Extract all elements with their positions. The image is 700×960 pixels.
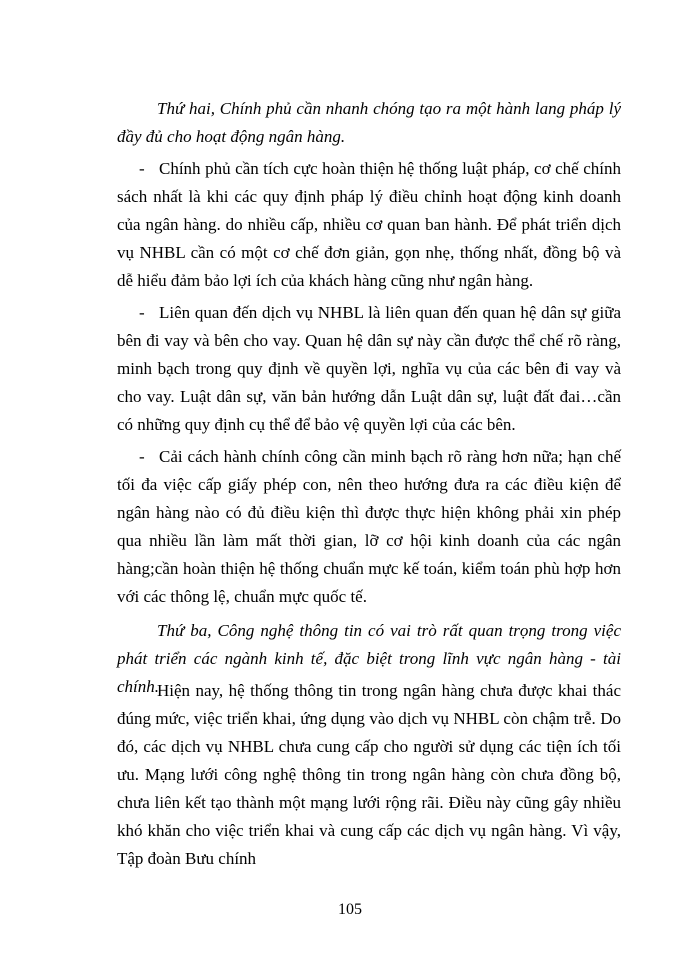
bullet-paragraph-civil-relations	[117, 299, 621, 439]
bullet-paragraph-admin-reform	[117, 443, 621, 611]
paragraph-text: Liên quan đến dịch vụ NHBL là liên quan đến quan hệ dân sự giữa bên đi vay và bên cho vay. Quan hệ dân sự này cần được thể chế rõ ràng, minh bạch trong quy định về quyền lợi, nghĩa vụ của các bên đi vay và cho vay. Luật dân sự, văn bản hướng dẫn Luật dân sự, luật đất đai…cần có những quy định cụ thể để bảo vệ quyền lợi của các bên.	[117, 303, 621, 434]
body-paragraph-information-technology	[117, 677, 621, 873]
paragraph-text: Cải cách hành chính công cần minh bạch rõ ràng hơn nữa; hạn chế tối đa việc cấp giấy phép con, nên theo hướng đưa ra các điều kiện để ngân hàng nào có đủ điều kiện thì được thực hiện không phải xin phép qua nhiều lần làm mất thời gian, lỡ cơ hội kinh doanh của các ngân hàng;cần hoàn thiện hệ thống chuẩn mực kế toán, kiểm toán phù hợp hơn với các thông lệ, chuẩn mực quốc tế.	[117, 447, 621, 606]
page-number: 105	[338, 901, 362, 918]
bullet-dash: -	[139, 159, 145, 178]
heading-second-point	[117, 95, 621, 151]
paragraph-text: Chính phủ cần tích cực hoàn thiện hệ thống luật pháp, cơ chế chính sách nhất là khi các quy định pháp lý điều chỉnh hoạt động kinh doanh của ngân hàng. do nhiều cấp, nhiều cơ quan ban hành. Để phát triển dịch vụ NHBL cần có một cơ chế đơn giản, gọn nhẹ, thống nhất, đồng bộ và dễ hiểu đảm bảo lợi ích của khách hàng cũng như ngân hàng.	[117, 159, 621, 290]
bullet-dash: -	[139, 303, 145, 322]
bullet-dash: -	[139, 447, 145, 466]
paragraph-text: Thứ hai, Chính phủ cần nhanh chóng tạo ra một hành lang pháp lý đầy đủ cho hoạt động ngân hàng.	[117, 99, 621, 146]
bullet-paragraph-legal-system	[117, 155, 621, 295]
paragraph-text: Hiện nay, hệ thống thông tin trong ngân hàng chưa được khai thác đúng mức, việc triển khai, ứng dụng vào dịch vụ NHBL còn chậm trễ. Do đó, các dịch vụ NHBL chưa cung cấp cho người sử dụng các tiện ích tối ưu. Mạng lưới công nghệ thông tin trong ngân hàng còn chưa đồng bộ, chưa liên kết tạo thành một mạng lưới rộng rãi. Điều này cũng gây nhiều khó khăn cho việc triển khai và cung cấp các dịch vụ ngân hàng. Vì vậy, Tập đoàn Bưu chính	[117, 681, 621, 868]
paragraph-text: Thứ ba, Công nghệ thông tin có vai trò rất quan trọng trong việc phát triển các ngành kinh tế, đặc biệt trong lĩnh vực ngân hàng - tài chính.	[117, 621, 621, 696]
